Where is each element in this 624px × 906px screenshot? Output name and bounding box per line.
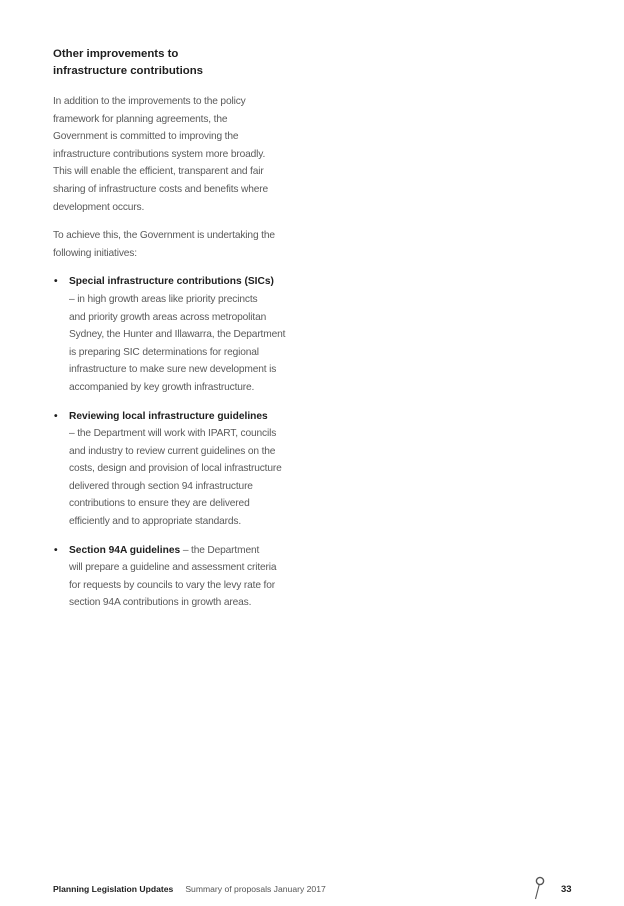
text-line: and priority growth areas across metropolitan	[69, 311, 267, 323]
map-pin-icon	[532, 876, 546, 900]
page-footer	[53, 884, 326, 894]
text-line: section 94A contributions in growth areas.	[69, 597, 252, 609]
text-line: efficiently and to appropriate standards.	[69, 516, 242, 528]
text-line: will prepare a guideline and assessment criteria	[69, 562, 277, 574]
bullet-icon: •	[54, 410, 58, 422]
bullet-icon: •	[54, 276, 58, 288]
intro-paragraph	[53, 93, 305, 216]
text-line: infrastructure to make sure new development is	[69, 364, 277, 376]
text-line: contributions to ensure they are delivered	[69, 498, 250, 510]
item-title: Section 94A guidelines	[69, 544, 181, 556]
text-line: costs, design and provision of local infrastructure	[69, 463, 282, 475]
section-heading	[53, 46, 305, 80]
list-item	[53, 408, 305, 531]
heading-line: infrastructure contributions	[53, 65, 203, 77]
text-line: – in high growth areas like priority precincts	[69, 293, 258, 305]
text-line: Government is committed to improving the	[53, 131, 239, 143]
text-line: for requests by councils to vary the levy rate for	[69, 579, 275, 591]
text-line: sharing of infrastructure costs and benefits where	[53, 183, 269, 195]
item-title: Reviewing local infrastructure guidelines	[69, 410, 268, 422]
page-number: 33	[561, 884, 572, 895]
text-line: This will enable the efficient, transparent and fair	[53, 166, 264, 178]
text-line: delivered through section 94 infrastructure	[69, 480, 253, 492]
text-line: – the Department will work with IPART, councils	[69, 428, 277, 440]
main-content	[53, 46, 305, 623]
text-line: accompanied by key growth infrastructure.	[69, 381, 255, 393]
text-line: framework for planning agreements, the	[53, 113, 228, 125]
item-title: Special infrastructure contributions (SICs)	[69, 276, 274, 288]
publication-subtitle: Summary of proposals January 2017	[185, 884, 326, 894]
list-item	[53, 273, 305, 396]
text-line: and industry to review current guidelines on the	[69, 445, 276, 457]
initiatives-list	[53, 273, 305, 612]
text-line: infrastructure contributions system more broadly.	[53, 148, 266, 160]
text-line: development occurs.	[53, 201, 145, 213]
text-line: Sydney, the Hunter and Illawarra, the Department	[69, 329, 286, 341]
bullet-icon: •	[54, 544, 58, 556]
text-line: To achieve this, the Government is undertaking the	[53, 230, 275, 242]
text-line: following initiatives:	[53, 247, 137, 259]
publication-title: Planning Legislation Updates	[53, 884, 174, 894]
list-item	[53, 542, 305, 612]
text-line: is preparing SIC determinations for regional	[69, 346, 259, 358]
lead-paragraph	[53, 227, 305, 262]
text-fragment: – the Department	[180, 544, 260, 556]
text-line: In addition to the improvements to the policy	[53, 96, 246, 107]
heading-line: Other improvements to	[53, 48, 179, 60]
